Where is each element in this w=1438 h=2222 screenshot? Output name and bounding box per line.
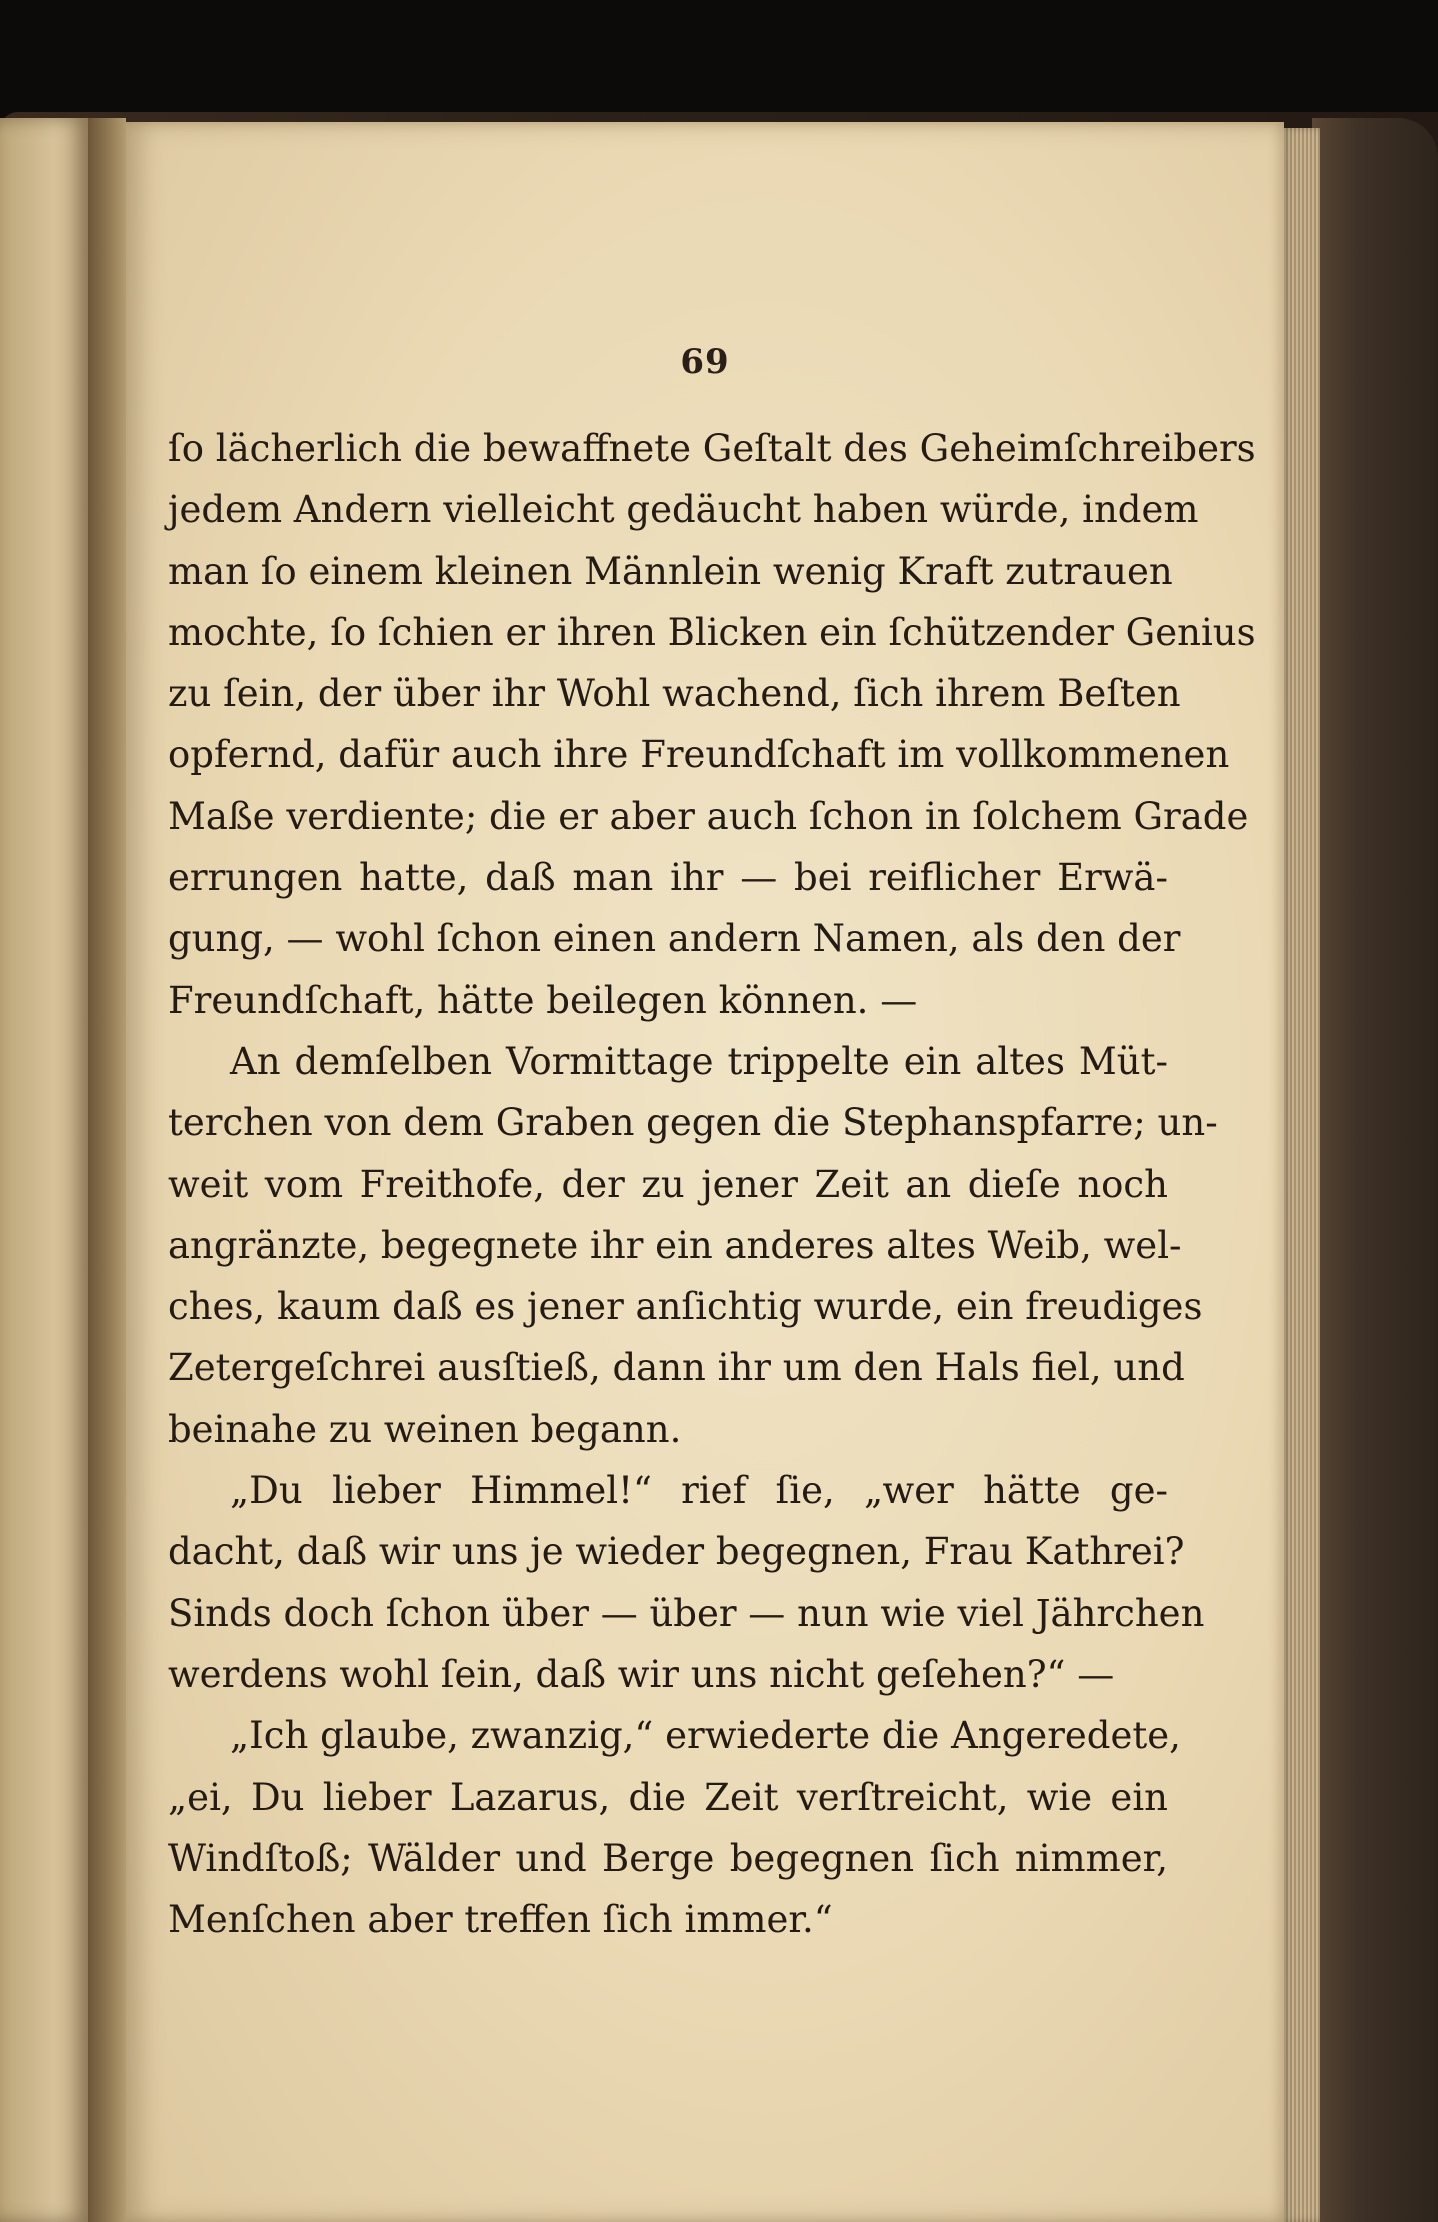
text-line: weit vom Freithofe, der zu jener Zeit an dieſe noch <box>168 1162 1168 1206</box>
text-line: opfernd, dafür auch ihre Freundſchaft im vollkommenen <box>168 733 1230 777</box>
text-line: ſo lächerlich die bewaffnete Geſtalt des Geheimſchreibers <box>168 427 1256 470</box>
text-line: Freundſchaft, hätte beilegen können. — <box>168 978 918 1022</box>
book-gutter <box>88 118 126 2222</box>
text-line: „Du lieber Himmel!“ rief ſie, „wer hätte ge- <box>230 1469 1168 1513</box>
text-line: errungen hatte, daß man ihr — bei reiflicher Erwä- <box>168 856 1168 900</box>
text-line: dacht, daß wir uns je wieder begegnen, Frau Kathrei? <box>168 1530 1185 1574</box>
text-line: Windſtoß; Wälder und Berge begegnen ſich nimmer, <box>168 1836 1168 1880</box>
text-line: zu ſein, der über ihr Wohl wachend, ſich ihrem Beſten <box>168 672 1181 716</box>
page-text <box>168 418 1256 1950</box>
text-line: gung, — wohl ſchon einen andern Namen, als den der <box>168 917 1181 961</box>
book-page <box>126 122 1284 2222</box>
text-line: werdens wohl ſein, daß wir uns nicht geſehen?“ — <box>168 1652 1115 1696</box>
page-number: 69 <box>680 342 730 382</box>
text-line: ches, kaum daß es jener anſichtig wurde, ein freudiges <box>168 1285 1203 1329</box>
text-line: beinahe zu weinen begann. <box>168 1407 682 1451</box>
text-line: Zetergeſchrei ausſtieß, dann ihr um den Hals fiel, und <box>168 1346 1185 1390</box>
text-line: „ei, Du lieber Lazarus, die Zeit verſtreicht, wie ein <box>168 1775 1168 1819</box>
text-line: Maße verdiente; die er aber auch ſchon in ſolchem Grade <box>168 794 1249 838</box>
previous-page-edge <box>0 118 88 2222</box>
text-line: man ſo einem kleinen Männlein wenig Kraft zutrauen <box>168 549 1173 593</box>
page-block-edges <box>1280 128 1320 2222</box>
book-cover-edge <box>1312 118 1438 2222</box>
text-line: terchen von dem Graben gegen die Stephanspfarre; un- <box>168 1101 1218 1145</box>
text-line: Menſchen aber treffen ſich immer.“ <box>168 1898 833 1942</box>
text-line: Sinds doch ſchon über — über — nun wie viel Jährchen <box>168 1591 1205 1635</box>
text-line: „Ich glaube, zwanzig,“ erwiederte die Angeredete, <box>230 1714 1181 1758</box>
text-line: angränzte, begegnete ihr ein anderes altes Weib, wel- <box>168 1223 1182 1267</box>
text-line: jedem Andern vielleicht gedäucht haben würde, indem <box>168 488 1199 532</box>
text-line: An demſelben Vormittage trippelte ein altes Müt- <box>230 1039 1168 1083</box>
text-line: mochte, ſo ſchien er ihren Blicken ein ſchützender Genius <box>168 610 1256 654</box>
